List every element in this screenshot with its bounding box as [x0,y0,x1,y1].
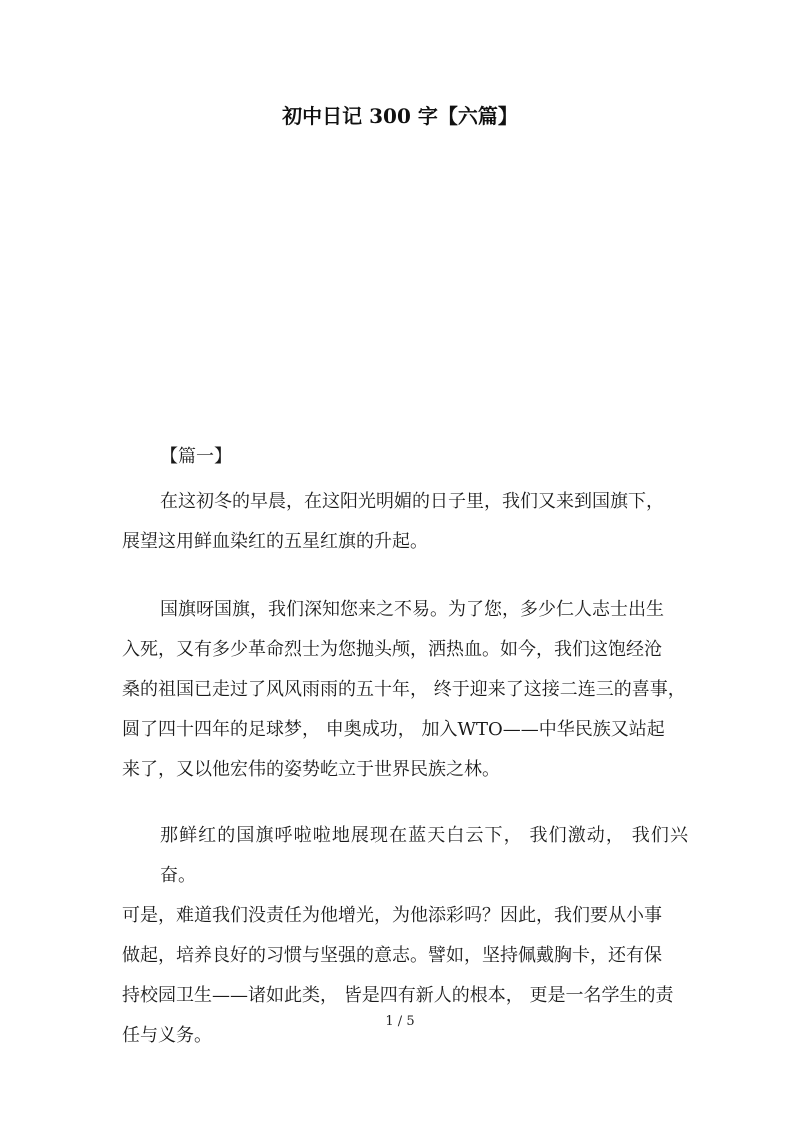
section-heading: 【篇一】 [160,446,232,467]
paragraph-line: 在这初冬的早晨，在这阳光明媚的日子里，我们又来到国旗下， [160,491,664,512]
page-number: 1 / 5 [385,1014,415,1029]
paragraph-line: 持校园卫生——诸如此类， 皆是四有新人的根本， 更是一名学生的责 [122,985,674,1006]
paragraph-2 [122,590,688,790]
paragraph-line: 任与义务。 [122,1025,212,1046]
paragraph-1 [122,482,688,562]
paragraph-line: 那鲜红的国旗呼啦啦地展现在蓝天白云下， 我们激动， 我们兴奋。 [160,825,688,886]
paragraph-line: 国旗呀国旗，我们深知您来之不易。为了您，多少仁人志士出生 [160,599,664,620]
paragraph-line: 做起，培养良好的习惯与坚强的意志。譬如，坚持佩戴胸卡，还有保 [122,945,662,966]
paragraph-line: 来了，又以他宏伟的姿势屹立于世界民族之林。 [122,759,500,780]
paragraph-line: 入死，又有多少革命烈士为您抛头颅，洒热血。如今，我们这饱经沧 [122,639,662,660]
paragraph-line: 桑的祖国已走过了风风雨雨的五十年， 终于迎来了这接二连三的喜事， [122,679,686,700]
paragraph-line: 圆了四十四年的足球梦， 申奥成功， 加入WTO——中华民族又站起 [122,719,665,740]
document-title: 初中日记 300 字【六篇】 [282,104,518,128]
paragraph-line: 展望这用鲜血染红的五星红旗的升起。 [122,531,428,552]
paragraph-line: 可是，难道我们没责任为他增光，为他添彩吗？因此，我们要从小事 [122,905,662,926]
